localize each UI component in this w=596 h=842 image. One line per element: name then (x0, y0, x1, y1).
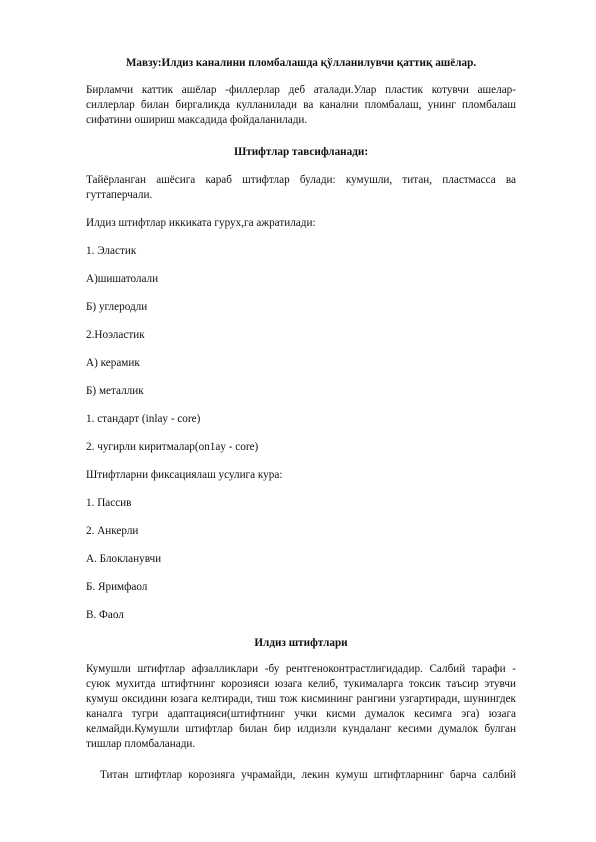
classification-paragraph: Тайёрланган ашёсига караб штифтлар булади: кумушли, титан, пластмасса ва гуттаперчали. (86, 174, 516, 201)
classification-heading: Штифтлар тавсифланади: (233, 146, 369, 158)
intro-paragraph: Бирламчи каттик ашёлар -филлерлар деб аталади.Улар пластик котувчи ашелар-силлерлар билан биргаликда кулланилади ва канални пломбалаш, унинг пломбалаш сифатини ошириш максадида фойдаланилади. (86, 84, 516, 126)
list-item-1: 1. Эластик (86, 245, 137, 257)
list-item-2: А)шишатолали (86, 273, 159, 285)
list-item-7: 1. стандарт (inlay - core) (86, 413, 201, 425)
root-pins-heading: Илдиз штифтлари (254, 637, 348, 649)
titanium-pins-paragraph: Титан штифтлар корозияга учрамайди, лекин кумуш штифтларнинг барча салбий (100, 769, 516, 781)
list-item-3: Б) углеродли (86, 301, 148, 313)
groups-paragraph: Илдиз штифтлар иккиката гурух,га ажратилади: (86, 217, 316, 229)
list-item-12: А. Блокланувчи (86, 553, 162, 565)
silver-pins-paragraph: Кумушли штифтлар афзалликлари -бу рентгеноконтрастлигидадир. Салбий тарафи - суюк мухитда штифтнинг корозияси юзага келиб, тукималарга токсик таъсир этувчи кумуш оксидини юзага келтиради, тиш тож кисмининг рангини узгартиради, шунингдек каналга тугри адаптацияси(штифтнинг учки кисми думалок кесимга эга) юзага келмайди.Кумушли штифтлар билан бир илдизли кундаланг кесими думалок булган тишлар пломбаланади. (86, 663, 516, 750)
list-item-5: А) керамик (86, 357, 140, 369)
list-item-11: 2. Анкерли (86, 525, 139, 537)
list-item-8: 2. чугирли киритмалар(on1ay - core) (86, 441, 259, 453)
list-item-9: Штифтларни фиксациялаш усулига кура: (86, 469, 283, 481)
list-item-10: 1. Пассив (86, 497, 132, 509)
document-title: Мавзу:Илдиз каналини пломбалашда қўлланилувчи қаттиқ ашёлар. (125, 57, 477, 69)
list-item-6: Б) металлик (86, 385, 144, 397)
list-item-14: В. Фаол (86, 609, 124, 621)
list-item-13: Б. Яримфаол (86, 581, 148, 593)
list-item-4: 2.Ноэластик (86, 329, 145, 341)
